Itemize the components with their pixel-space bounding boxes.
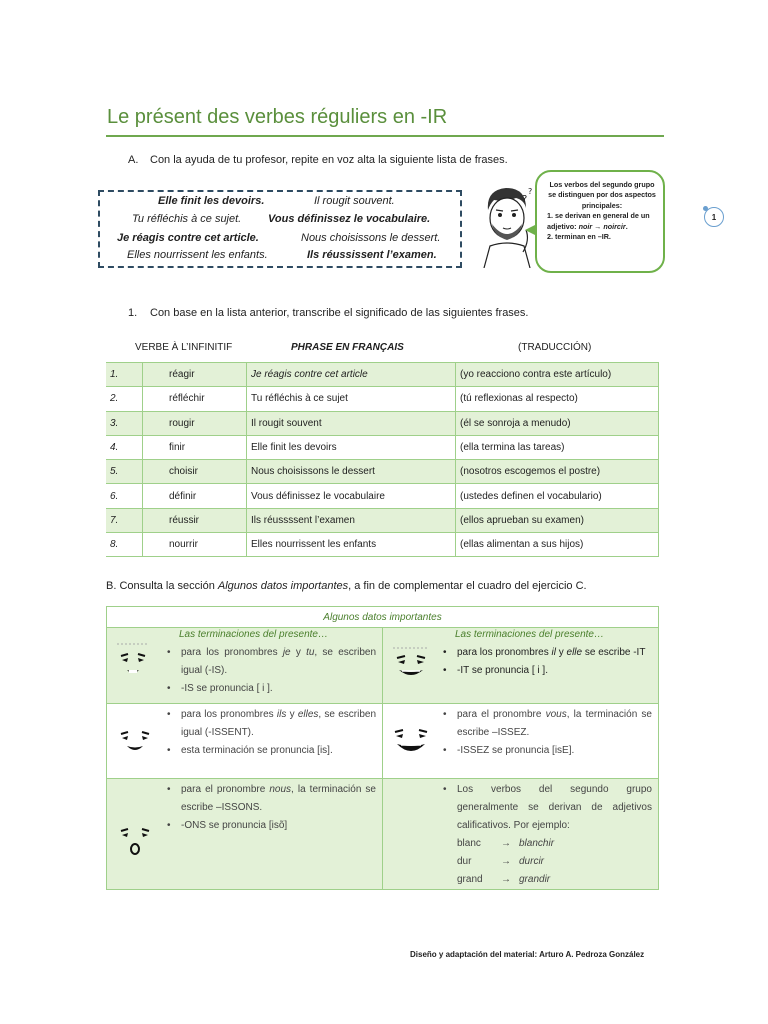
phrase-item: Nous choisissons le dessert. bbox=[301, 232, 441, 244]
phrase-item: Ils réussissent l’examen. bbox=[307, 249, 437, 261]
example-verb: durcir bbox=[519, 856, 545, 867]
pronoun-elles: elles bbox=[297, 709, 319, 720]
example-adjective: grand bbox=[457, 874, 483, 885]
tip-bullet: • esta terminación se pronuncia [is]. bbox=[163, 742, 376, 760]
phrase-item: Elle finit les devoirs. bbox=[158, 195, 265, 207]
table-row bbox=[106, 411, 659, 435]
header-phrase: PHRASE EN FRANÇAIS bbox=[291, 342, 404, 353]
example-row bbox=[457, 835, 658, 853]
instruction-b-text-end: , a fin de complementar el cuadro del ejercicio C. bbox=[348, 580, 587, 592]
row-translation: (yo reacciono contra este artículo) bbox=[456, 363, 659, 387]
verb-table bbox=[106, 362, 659, 557]
table-row bbox=[106, 435, 659, 459]
instruction-a-label: A. bbox=[128, 154, 139, 166]
adjective-examples bbox=[439, 835, 658, 889]
pronoun-il: il bbox=[551, 647, 556, 658]
tip-title: Las terminaciones del presente… bbox=[455, 629, 604, 640]
row-number: 1. bbox=[106, 363, 143, 387]
pronoun-elle: elle bbox=[566, 647, 583, 658]
table-row bbox=[106, 363, 659, 387]
row-number: 4. bbox=[106, 435, 143, 459]
example-verb: blanchir bbox=[519, 838, 555, 849]
row-translation: (tú reflexionas al respecto) bbox=[456, 387, 659, 411]
table-row bbox=[106, 460, 659, 484]
row-phrase: Elle finit les devoirs bbox=[247, 435, 456, 459]
tip-bullet bbox=[439, 706, 652, 742]
bubble-point-1-end: . bbox=[625, 221, 628, 231]
tip-bullet: • -ISSEZ se pronuncia [isE]. bbox=[439, 742, 652, 760]
tip-text: y bbox=[555, 647, 567, 658]
face-icon bbox=[113, 638, 153, 684]
row-phrase: Ils réussssent l’examen bbox=[247, 508, 456, 532]
pronoun-vous: vous bbox=[545, 709, 567, 720]
tip-text: , se escriben igual (-ISSENT). bbox=[181, 709, 377, 738]
row-phrase: Tu réfléchis à ce sujet bbox=[247, 387, 456, 411]
tip-bullet bbox=[163, 706, 376, 742]
instruction-b bbox=[106, 580, 587, 592]
tip-bullet: • -IS se pronuncia [ i ]. bbox=[163, 680, 376, 698]
row-translation: (ellas alimentan a sus hijos) bbox=[456, 533, 659, 557]
tip-text: y bbox=[290, 647, 307, 658]
table-row bbox=[106, 484, 659, 508]
tip-cell bbox=[383, 704, 659, 779]
row-phrase: Il rougit souvent bbox=[247, 411, 456, 435]
row-translation: (nosotros escogemos el postre) bbox=[456, 460, 659, 484]
tip-text: se escribe -IT bbox=[582, 647, 646, 658]
example-adjective: blanc bbox=[457, 838, 481, 849]
tip-text: , la terminación se escribe –ISSONS. bbox=[181, 784, 376, 813]
tip-text: para los pronombres bbox=[457, 647, 552, 658]
pronoun-je: je bbox=[282, 647, 291, 658]
header-verb: VERBE À L’INFINITIF bbox=[135, 342, 233, 353]
row-verb: définir bbox=[143, 484, 247, 508]
header-translation: (TRADUCCIÓN) bbox=[518, 342, 592, 353]
tip-text: para los pronombres bbox=[181, 709, 277, 720]
instruction-1-text: Con base en la lista anterior, transcribe el significado de las siguientes frases. bbox=[150, 307, 529, 319]
tip-title: Las terminaciones del presente… bbox=[179, 629, 328, 640]
row-verb: réfléchir bbox=[143, 387, 247, 411]
tip-text: para el pronombre bbox=[457, 709, 546, 720]
row-number: 5. bbox=[106, 460, 143, 484]
tip-cell bbox=[107, 628, 383, 704]
tip-text: para el pronombre bbox=[181, 784, 270, 795]
row-verb: rougir bbox=[143, 411, 247, 435]
page-number: 1 bbox=[711, 212, 717, 222]
bubble-point-1-example: noir → noircir bbox=[578, 221, 626, 231]
row-phrase: Je réagis contre cet article bbox=[247, 363, 456, 387]
row-verb: réagir bbox=[143, 363, 247, 387]
row-translation: (ella termina las tareas) bbox=[456, 435, 659, 459]
tip-text: , la terminación se escribe –ISSEZ. bbox=[457, 709, 652, 738]
row-verb: nourrir bbox=[143, 533, 247, 557]
bubble-intro: Los verbos del segundo grupo se distinguen por dos aspectos principales: bbox=[548, 180, 656, 210]
tip-speech-bubble bbox=[535, 170, 665, 273]
phrase-item: Tu réfléchis à ce sujet. bbox=[132, 213, 242, 225]
tip-cell bbox=[383, 779, 659, 890]
instruction-1-label: 1. bbox=[128, 307, 138, 319]
instruction-b-text: B. Consulta la sección bbox=[106, 580, 218, 592]
bubble-point-1-text: 1. se derivan en general de un adjetivo: bbox=[547, 211, 650, 231]
phrase-item: Vous définissez le vocabulaire. bbox=[268, 213, 431, 225]
tips-table bbox=[106, 606, 659, 890]
tip-bullet bbox=[163, 644, 376, 680]
row-number: 3. bbox=[106, 411, 143, 435]
pronoun-nous: nous bbox=[269, 784, 292, 795]
instruction-1 bbox=[128, 307, 529, 319]
row-verb: choisir bbox=[143, 460, 247, 484]
title-divider bbox=[106, 135, 664, 137]
row-number: 8. bbox=[106, 533, 143, 557]
phrase-box bbox=[98, 190, 462, 268]
pronoun-tu: tu bbox=[306, 647, 315, 658]
example-row bbox=[457, 853, 658, 871]
table-row bbox=[106, 533, 659, 557]
footer-credit: Diseño y adaptación del material: Arturo A. Pedroza González bbox=[410, 950, 645, 959]
row-verb: finir bbox=[143, 435, 247, 459]
grinning-face-icon bbox=[389, 644, 433, 684]
row-translation: (él se sonroja a menudo) bbox=[456, 411, 659, 435]
tip-bullet: • -IT se pronuncia [ i ]. bbox=[439, 662, 652, 680]
example-verb: grandir bbox=[519, 874, 551, 885]
surprised-face-icon bbox=[115, 823, 155, 863]
arrow-icon: → bbox=[501, 856, 511, 867]
page-number-badge bbox=[704, 207, 724, 227]
tip-bullet: • Los verbos del segundo grupo generalmente se derivan de adjetivos calificativos. Por ejemplo: bbox=[439, 781, 652, 835]
instruction-b-section-name: Algunos datos importantes bbox=[217, 580, 349, 592]
face-icon bbox=[115, 726, 155, 758]
instruction-a bbox=[128, 154, 508, 166]
tip-text: , se escriben igual (-IS). bbox=[181, 647, 377, 676]
phrase-item: Il rougit souvent. bbox=[314, 195, 395, 207]
tip-bullet bbox=[163, 781, 376, 817]
pronoun-ils: ils bbox=[276, 709, 287, 720]
instruction-a-text: Con la ayuda de tu profesor, repite en voz alta la siguiente lista de frases. bbox=[150, 154, 508, 166]
example-row bbox=[457, 871, 658, 889]
tip-cell bbox=[107, 779, 383, 890]
arrow-icon: → bbox=[501, 838, 511, 849]
row-number: 2. bbox=[106, 387, 143, 411]
bubble-point-2: 2. terminan en –IR. bbox=[547, 232, 611, 242]
phrase-item: Elles nourrissent les enfants. bbox=[127, 249, 268, 261]
page-title: Le présent des verbes réguliers en -IR bbox=[107, 106, 448, 128]
arrow-icon: → bbox=[501, 874, 511, 885]
tip-bullet bbox=[439, 644, 652, 662]
svg-text:?: ? bbox=[528, 187, 533, 196]
tip-cell bbox=[383, 628, 659, 704]
row-translation: (ustedes definen el vocabulario) bbox=[456, 484, 659, 508]
tip-text: para los pronombres bbox=[181, 647, 283, 658]
row-phrase: Vous définissez le vocabulaire bbox=[247, 484, 456, 508]
tip-bullet: • -ONS se pronuncia [isõ] bbox=[163, 817, 376, 835]
row-translation: (ellos aprueban su examen) bbox=[456, 508, 659, 532]
badge-dot bbox=[703, 206, 708, 211]
bubble-tail bbox=[525, 224, 537, 236]
svg-text:?: ? bbox=[522, 194, 528, 205]
phrase-item: Je réagis contre cet article. bbox=[117, 232, 259, 244]
bubble-point-1 bbox=[547, 211, 657, 232]
row-phrase: Elles nourrissent les enfants bbox=[247, 533, 456, 557]
row-number: 6. bbox=[106, 484, 143, 508]
row-phrase: Nous choisissons le dessert bbox=[247, 460, 456, 484]
tip-cell bbox=[107, 704, 383, 779]
example-adjective: dur bbox=[457, 856, 472, 867]
table-row bbox=[106, 387, 659, 411]
row-verb: réussir bbox=[143, 508, 247, 532]
tips-header: Algunos datos importantes bbox=[107, 607, 659, 628]
tip-text: y bbox=[286, 709, 298, 720]
laughing-face-icon bbox=[389, 724, 433, 760]
row-number: 7. bbox=[106, 508, 143, 532]
table-row bbox=[106, 508, 659, 532]
